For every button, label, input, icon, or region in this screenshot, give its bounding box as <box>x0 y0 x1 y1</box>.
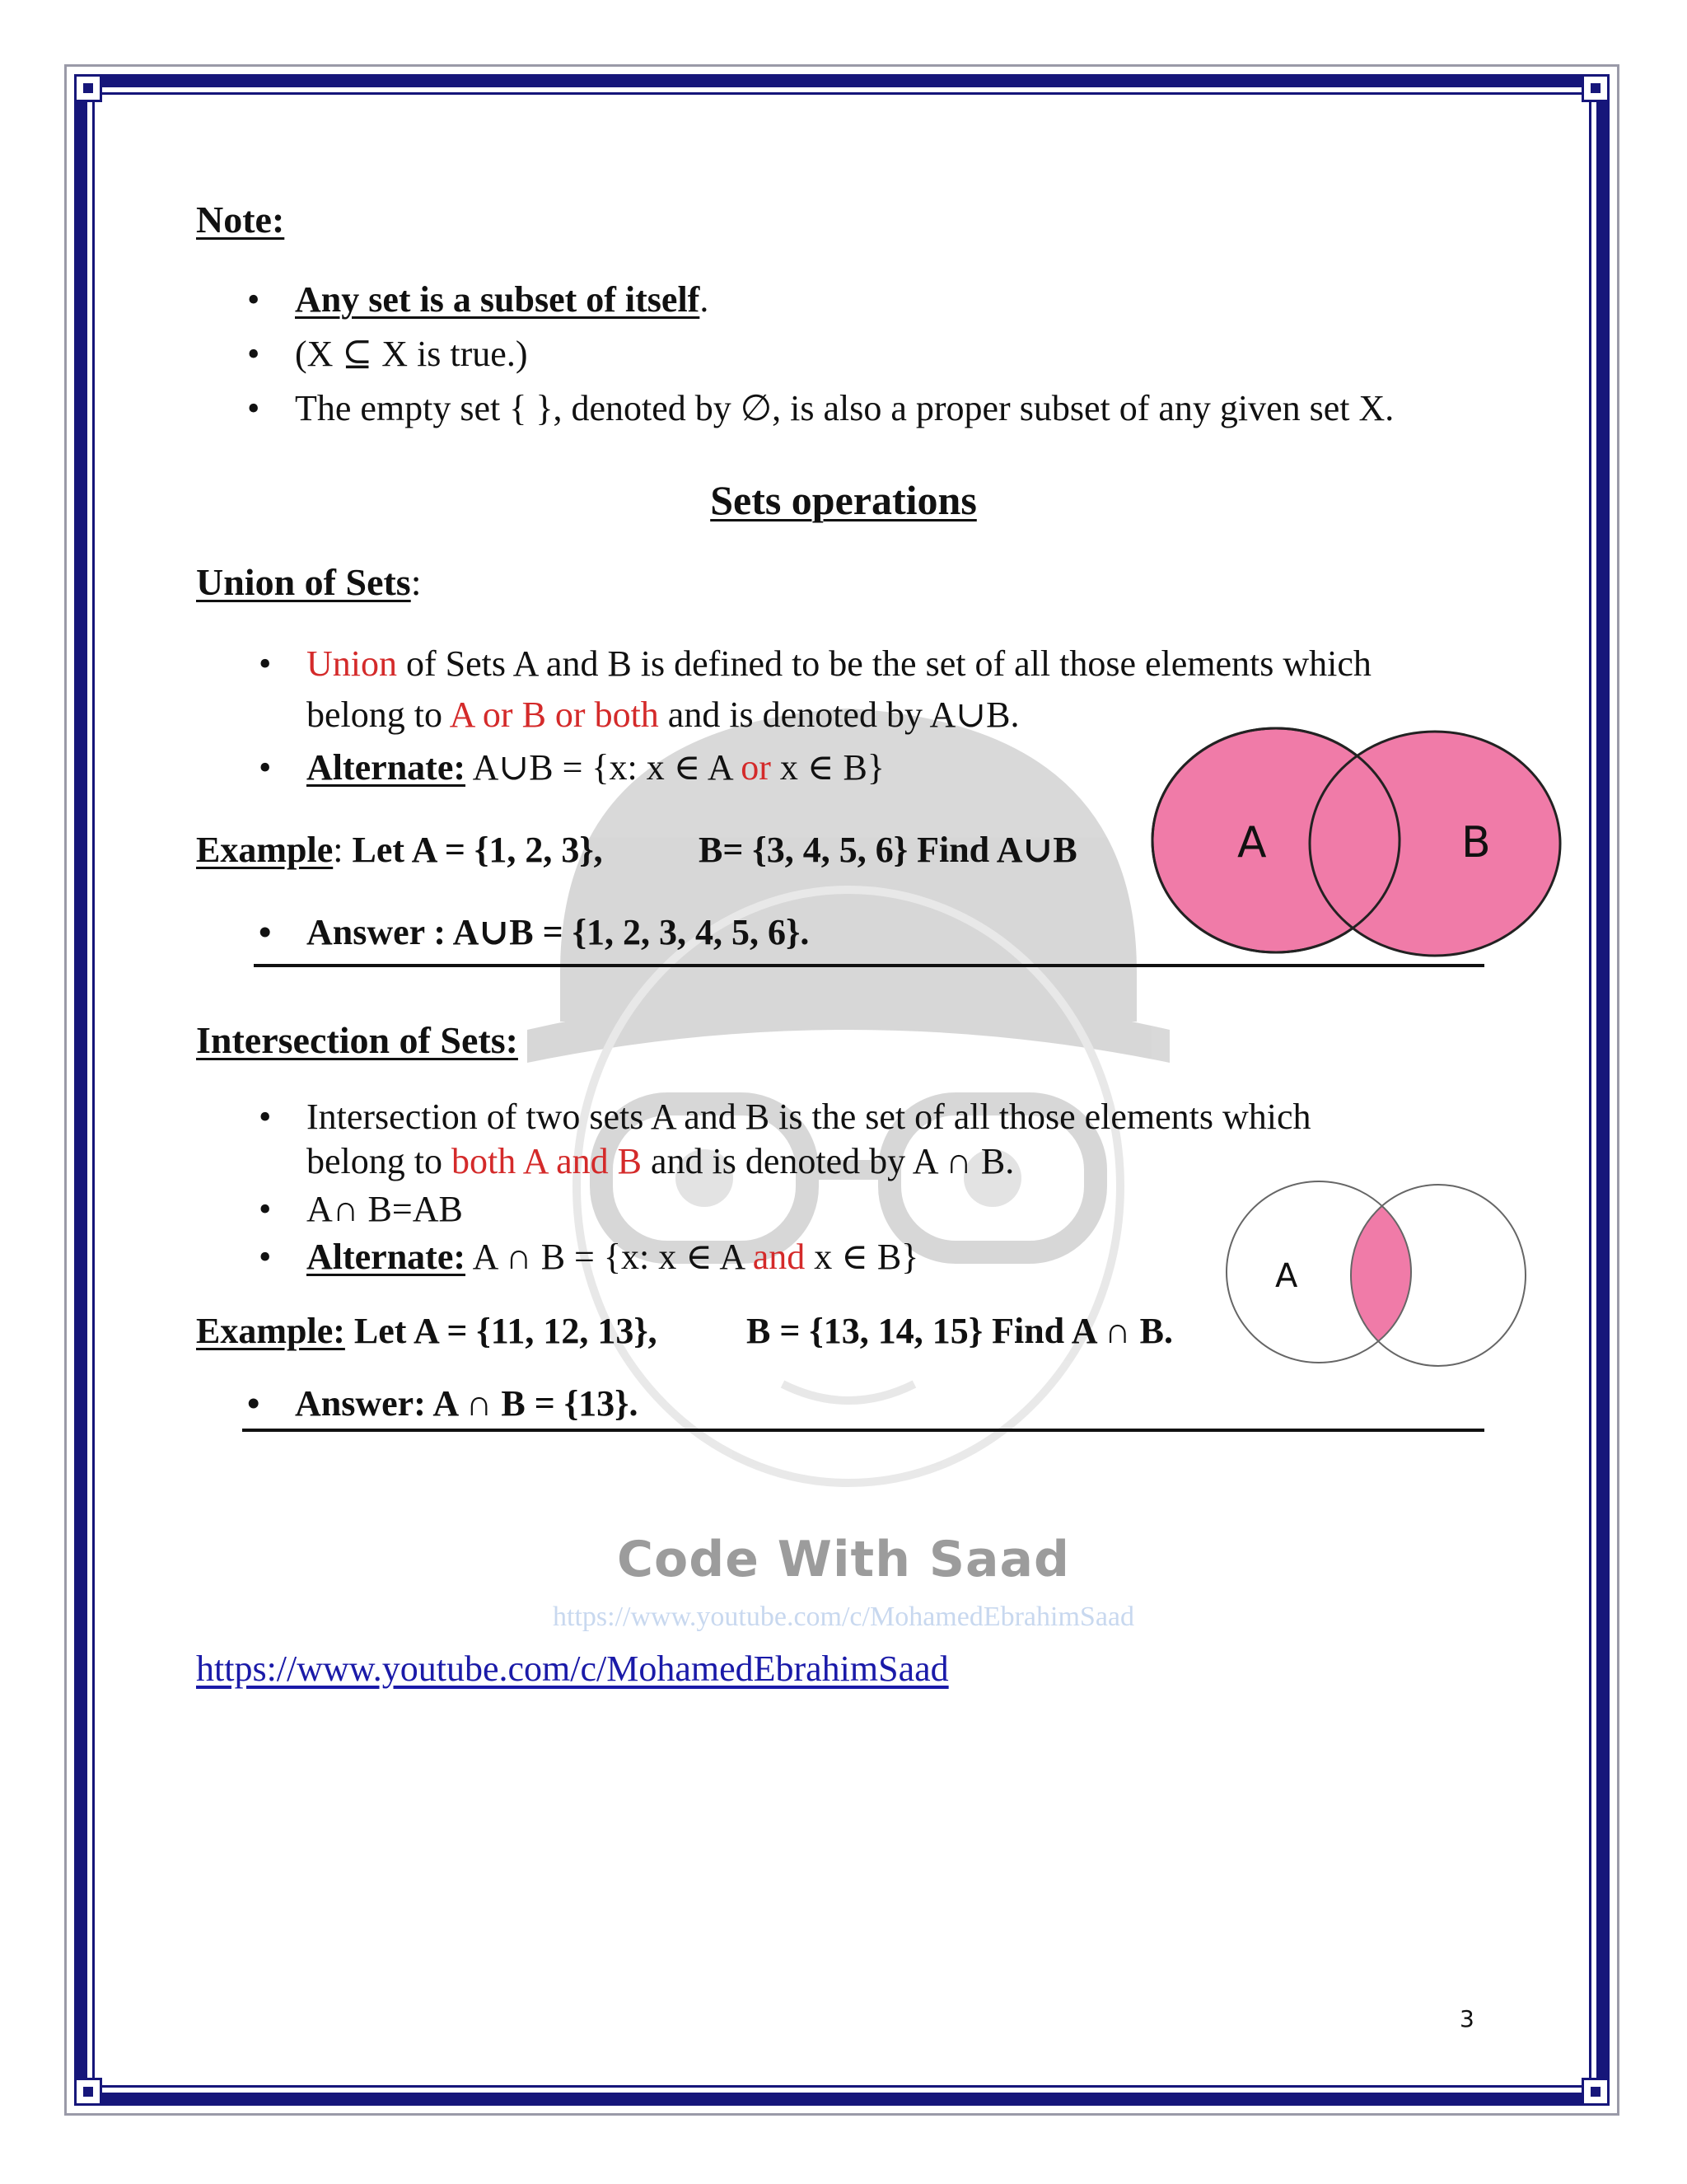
border-corner-bottom-right <box>1582 2078 1610 2106</box>
union-bullet-definition <box>306 643 1372 685</box>
union-definition-text: of Sets A and B is defined to be the set of all those elements which <box>397 643 1372 684</box>
note-bullet-1-period: . <box>699 279 709 320</box>
intersection-example-set-a: Let A = {11, 12, 13}, <box>344 1311 657 1351</box>
intersection-venn-diagram <box>1224 1175 1529 1376</box>
union-heading-text: Union of Sets <box>196 561 411 603</box>
note-bullet-3: • The empty set { }, denoted by ∅, is also a proper subset of any given set X. <box>295 387 1394 429</box>
intersection-example <box>196 1310 657 1352</box>
note-bullet-1 <box>295 278 708 320</box>
watermark-url: https://www.youtube.com/c/MohamedEbrahimSaad <box>553 1602 1134 1632</box>
note-bullet-1-text: Any set is a subset of itself <box>295 279 700 320</box>
section-title: Sets operations <box>710 477 977 523</box>
intersection-definition-line2-pre: belong to <box>306 1141 451 1181</box>
union-definition-line2-post: and is denoted by A∪B. <box>658 694 1020 735</box>
intersection-alternate-label: Alternate: <box>306 1237 466 1277</box>
intersection-venn-overlap <box>1351 1185 1526 1366</box>
intersection-alternate-and: and <box>752 1237 806 1277</box>
intersection-example-set-b: B = {13, 14, 15} Find A ∩ B. <box>746 1311 1174 1351</box>
intersection-alternate-pre: A ∩ B = {x: x ∈ A <box>465 1237 753 1277</box>
note-bullet-2: • (X ⊆ X is true.) <box>295 333 527 375</box>
border-corner-bottom-left <box>74 2078 102 2106</box>
border-corner-top-right <box>1582 74 1610 102</box>
union-example <box>196 829 603 871</box>
union-alternate-post: x ∈ B} <box>770 747 885 788</box>
watermark-face-logo <box>527 676 1170 1499</box>
intersection-answer: • Answer: A ∩ B = {13}. <box>295 1382 638 1424</box>
intersection-separator-rule <box>242 1429 1484 1432</box>
union-alternate-or: or <box>741 747 771 788</box>
intersection-venn-label-a: A <box>1275 1257 1298 1295</box>
intersection-bullet-alternate <box>306 1236 918 1278</box>
intersection-bullet-notation: • A∩ B=AB <box>306 1188 463 1230</box>
note-heading: Note: <box>196 199 285 241</box>
union-definition-line2-pre: belong to <box>306 694 450 735</box>
union-example-set-a: Let A = {1, 2, 3}, <box>343 830 603 870</box>
intersection-definition-line2 <box>306 1140 1014 1182</box>
youtube-channel-link[interactable]: https://www.youtube.com/c/MohamedEbrahimSaad <box>196 1649 949 1689</box>
intersection-alternate-post: x ∈ B} <box>805 1237 919 1277</box>
intersection-bullet-definition: • Intersection of two sets A and B is the set of all those elements which <box>306 1096 1311 1138</box>
union-venn-diagram <box>1148 718 1577 966</box>
union-example-label: Example <box>196 830 334 870</box>
union-example-colon: : <box>333 830 343 870</box>
watermark-title: Code With Saad <box>617 1531 1070 1588</box>
intersection-definition-highlight: both A and B <box>451 1141 643 1181</box>
union-venn-label-b: B <box>1461 818 1491 868</box>
union-venn-label-a: A <box>1237 818 1267 868</box>
union-heading-colon: : <box>410 561 422 603</box>
union-answer: • Answer : A∪B = {1, 2, 3, 4, 5, 6}. <box>306 911 809 953</box>
union-alternate-pre: A∪B = {x: x ∈ A <box>465 747 741 788</box>
union-definition-line2 <box>306 694 1020 736</box>
intersection-heading: Intersection of Sets: <box>196 1019 518 1061</box>
page-number: 3 <box>1460 2005 1474 2032</box>
union-bullet-alternate <box>306 746 885 788</box>
union-alternate-label: Alternate: <box>306 747 466 788</box>
union-heading <box>196 560 422 604</box>
union-definition-highlight: A or B or both <box>449 694 659 735</box>
union-venn-circle-b <box>1310 732 1560 956</box>
intersection-example-label: Example: <box>196 1311 345 1351</box>
border-corner-top-left <box>74 74 102 102</box>
union-definition-keyword: Union <box>306 643 397 684</box>
intersection-definition-line2-post: and is denoted by A ∩ B. <box>642 1141 1015 1181</box>
union-example-set-b: B= {3, 4, 5, 6} Find A∪B <box>699 830 1077 870</box>
